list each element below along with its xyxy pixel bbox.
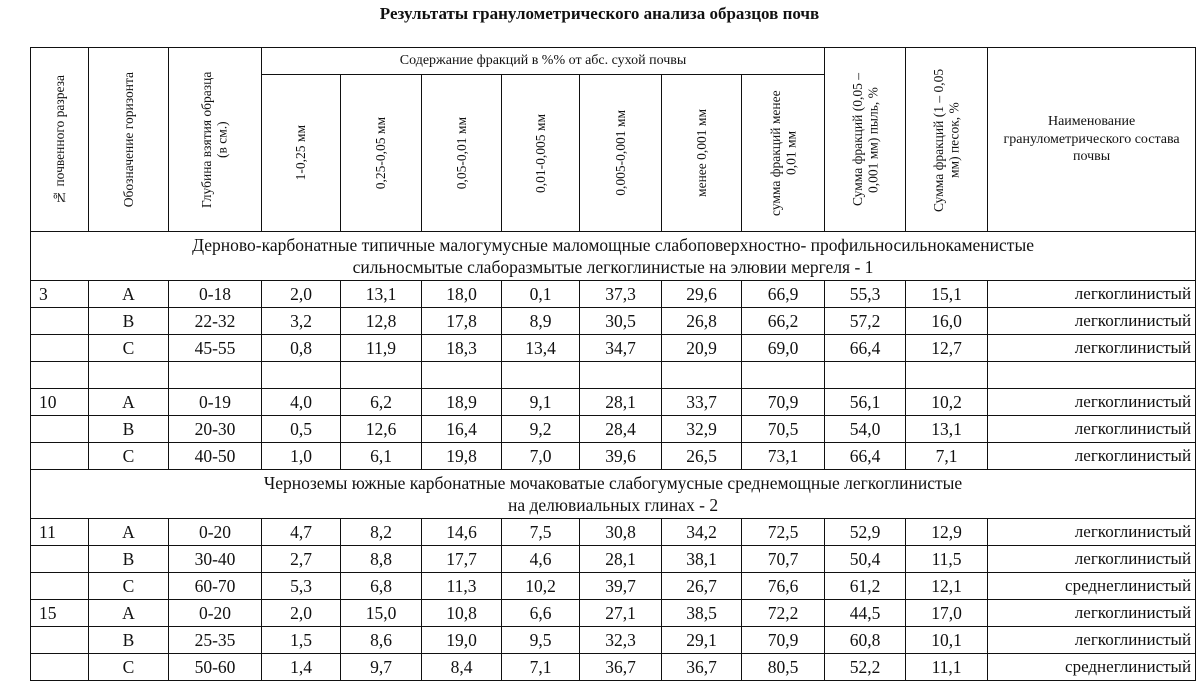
header-soil-name: Наименование гранулометрического состава почвы <box>988 48 1196 232</box>
header-horizon: Обозначение горизонта <box>89 48 169 232</box>
fraction-cell: 9,1 <box>502 389 580 416</box>
sand-sum-cell: 12,7 <box>906 335 988 362</box>
profile-number-cell <box>31 546 89 573</box>
sand-sum-cell: 13,1 <box>906 416 988 443</box>
horizon-cell: B <box>89 416 169 443</box>
soil-name-cell: легкоглинистый <box>988 281 1196 308</box>
soil-name-cell: легкоглинистый <box>988 627 1196 654</box>
soil-name-cell: среднеглинистый <box>988 573 1196 600</box>
fraction-cell: 9,7 <box>341 654 422 681</box>
fraction-cell: 72,2 <box>742 600 825 627</box>
fraction-cell: 19,0 <box>422 627 502 654</box>
fraction-cell: 18,3 <box>422 335 502 362</box>
empty-cell <box>662 362 742 389</box>
fraction-cell: 12,8 <box>341 308 422 335</box>
soil-name-cell: легкоглинистый <box>988 600 1196 627</box>
fraction-cell: 18,0 <box>422 281 502 308</box>
fraction-cell: 9,2 <box>502 416 580 443</box>
fraction-cell: 39,7 <box>580 573 662 600</box>
empty-cell <box>422 362 502 389</box>
fraction-cell: 32,3 <box>580 627 662 654</box>
sand-sum-cell: 15,1 <box>906 281 988 308</box>
header-sand-sum: Сумма фракций (1 – 0,05 мм) песок, % <box>906 48 988 232</box>
fraction-cell: 20,9 <box>662 335 742 362</box>
horizon-cell: A <box>89 519 169 546</box>
silt-sum-cell: 50,4 <box>825 546 906 573</box>
profile-number-cell: 15 <box>31 600 89 627</box>
fraction-cell: 29,1 <box>662 627 742 654</box>
table-row <box>31 573 1196 600</box>
soil-name-cell: легкоглинистый <box>988 335 1196 362</box>
fraction-cell: 0,1 <box>502 281 580 308</box>
fraction-cell: 28,1 <box>580 389 662 416</box>
fraction-cell: 15,0 <box>341 600 422 627</box>
header-fraction: сумма фракций менее 0,01 мм <box>742 75 825 232</box>
section-heading-line2: на делювиальных глинах - 2 <box>507 495 719 515</box>
section-heading-line2: сильносмытые слаборазмытые легкоглинистые на элювии мергеля - 1 <box>352 257 874 277</box>
fraction-cell: 16,4 <box>422 416 502 443</box>
fraction-cell: 6,8 <box>341 573 422 600</box>
horizon-cell: B <box>89 308 169 335</box>
depth-cell: 0-19 <box>169 389 262 416</box>
profile-number-cell <box>31 627 89 654</box>
header-silt-sum: Сумма фракций (0,05 – 0,001 мм) пыль, % <box>825 48 906 232</box>
fraction-cell: 1,5 <box>262 627 341 654</box>
fraction-cell: 7,5 <box>502 519 580 546</box>
fraction-cell: 6,1 <box>341 443 422 470</box>
section-heading-row <box>31 232 1196 281</box>
fraction-cell: 38,1 <box>662 546 742 573</box>
header-fraction: 0,25-0,05 мм <box>341 75 422 232</box>
fraction-cell: 10,8 <box>422 600 502 627</box>
fraction-cell: 73,1 <box>742 443 825 470</box>
fraction-cell: 1,4 <box>262 654 341 681</box>
silt-sum-cell: 60,8 <box>825 627 906 654</box>
soil-name-cell: легкоглинистый <box>988 416 1196 443</box>
soil-name-cell: легкоглинистый <box>988 389 1196 416</box>
section-heading-row <box>31 470 1196 519</box>
table-row <box>31 546 1196 573</box>
fraction-cell: 28,4 <box>580 416 662 443</box>
profile-number-cell <box>31 443 89 470</box>
header-fractions-group: Содержание фракций в %% от абс. сухой почвы <box>262 48 825 75</box>
depth-cell: 40-50 <box>169 443 262 470</box>
profile-number-cell: 11 <box>31 519 89 546</box>
silt-sum-cell: 61,2 <box>825 573 906 600</box>
fraction-cell: 11,3 <box>422 573 502 600</box>
empty-cell <box>262 362 341 389</box>
depth-cell: 30-40 <box>169 546 262 573</box>
horizon-cell: A <box>89 281 169 308</box>
fraction-cell: 4,0 <box>262 389 341 416</box>
silt-sum-cell: 52,2 <box>825 654 906 681</box>
sand-sum-cell: 12,1 <box>906 573 988 600</box>
profile-number-cell <box>31 573 89 600</box>
fraction-cell: 70,9 <box>742 389 825 416</box>
fraction-cell: 9,5 <box>502 627 580 654</box>
sand-sum-cell: 17,0 <box>906 600 988 627</box>
fraction-cell: 6,2 <box>341 389 422 416</box>
horizon-cell: B <box>89 546 169 573</box>
fraction-cell: 5,3 <box>262 573 341 600</box>
soil-name-cell: легкоглинистый <box>988 519 1196 546</box>
horizon-cell: C <box>89 443 169 470</box>
empty-cell <box>502 362 580 389</box>
profile-number-cell <box>31 654 89 681</box>
fraction-cell: 0,8 <box>262 335 341 362</box>
fraction-cell: 66,9 <box>742 281 825 308</box>
depth-cell: 20-30 <box>169 416 262 443</box>
fraction-cell: 37,3 <box>580 281 662 308</box>
fraction-cell: 6,6 <box>502 600 580 627</box>
table-row <box>31 519 1196 546</box>
silt-sum-cell: 57,2 <box>825 308 906 335</box>
empty-cell <box>906 362 988 389</box>
horizon-cell: C <box>89 573 169 600</box>
header-fraction: 0,005-0,001 мм <box>580 75 662 232</box>
table-row <box>31 416 1196 443</box>
fraction-cell: 12,6 <box>341 416 422 443</box>
sand-sum-cell: 16,0 <box>906 308 988 335</box>
sand-sum-cell: 11,5 <box>906 546 988 573</box>
depth-cell: 0-20 <box>169 600 262 627</box>
horizon-cell: C <box>89 654 169 681</box>
horizon-cell: C <box>89 335 169 362</box>
fraction-cell: 38,5 <box>662 600 742 627</box>
fraction-cell: 8,6 <box>341 627 422 654</box>
profile-number-cell <box>31 335 89 362</box>
empty-cell <box>341 362 422 389</box>
fraction-cell: 76,6 <box>742 573 825 600</box>
fraction-cell: 4,7 <box>262 519 341 546</box>
fraction-cell: 8,9 <box>502 308 580 335</box>
fraction-cell: 30,8 <box>580 519 662 546</box>
horizon-cell: A <box>89 389 169 416</box>
soil-name-cell: среднеглинистый <box>988 654 1196 681</box>
fraction-cell: 18,9 <box>422 389 502 416</box>
section-heading <box>31 232 1196 281</box>
fraction-cell: 36,7 <box>662 654 742 681</box>
empty-cell <box>89 362 169 389</box>
sand-sum-cell: 12,9 <box>906 519 988 546</box>
fraction-cell: 69,0 <box>742 335 825 362</box>
profile-number-cell <box>31 308 89 335</box>
table-row <box>31 308 1196 335</box>
fraction-cell: 2,0 <box>262 281 341 308</box>
sand-sum-cell: 10,2 <box>906 389 988 416</box>
fraction-cell: 19,8 <box>422 443 502 470</box>
fraction-cell: 33,7 <box>662 389 742 416</box>
section-heading-line1: Черноземы южные карбонатные мочаковатые слабогумусные среднемощные легкоглинистые <box>263 473 963 493</box>
depth-cell: 0-20 <box>169 519 262 546</box>
header-fraction: 1-0,25 мм <box>262 75 341 232</box>
empty-row <box>31 362 1196 389</box>
fraction-cell: 14,6 <box>422 519 502 546</box>
profile-number-cell <box>31 416 89 443</box>
header-fraction: 0,01-0,005 мм <box>502 75 580 232</box>
fraction-cell: 72,5 <box>742 519 825 546</box>
fraction-cell: 3,2 <box>262 308 341 335</box>
fraction-cell: 70,9 <box>742 627 825 654</box>
fraction-cell: 8,4 <box>422 654 502 681</box>
sand-sum-cell: 10,1 <box>906 627 988 654</box>
table-row <box>31 443 1196 470</box>
fraction-cell: 17,7 <box>422 546 502 573</box>
fraction-cell: 26,7 <box>662 573 742 600</box>
fraction-cell: 32,9 <box>662 416 742 443</box>
sand-sum-cell: 7,1 <box>906 443 988 470</box>
fraction-cell: 8,2 <box>341 519 422 546</box>
soil-name-cell: легкоглинистый <box>988 443 1196 470</box>
depth-cell: 60-70 <box>169 573 262 600</box>
page-title: Результаты гранулометрического анализа образцов почв <box>379 4 820 23</box>
empty-cell <box>31 362 89 389</box>
depth-cell: 25-35 <box>169 627 262 654</box>
fraction-cell: 2,7 <box>262 546 341 573</box>
depth-cell: 22-32 <box>169 308 262 335</box>
fraction-cell: 17,8 <box>422 308 502 335</box>
table-row <box>31 335 1196 362</box>
empty-cell <box>825 362 906 389</box>
fraction-cell: 11,9 <box>341 335 422 362</box>
header-depth: Глубина взятия образца (в см.) <box>169 48 262 232</box>
silt-sum-cell: 52,9 <box>825 519 906 546</box>
depth-cell: 50-60 <box>169 654 262 681</box>
table-row <box>31 600 1196 627</box>
fraction-cell: 4,6 <box>502 546 580 573</box>
fraction-cell: 10,2 <box>502 573 580 600</box>
profile-number-cell: 3 <box>31 281 89 308</box>
empty-cell <box>169 362 262 389</box>
silt-sum-cell: 66,4 <box>825 443 906 470</box>
profile-number-cell: 10 <box>31 389 89 416</box>
fraction-cell: 1,0 <box>262 443 341 470</box>
fraction-cell: 30,5 <box>580 308 662 335</box>
section-heading-line1: Дерново-карбонатные типичные малогумусные маломощные слабоповерхностно- профильносильнокаменистые <box>192 235 1034 255</box>
soil-name-cell: легкоглинистый <box>988 546 1196 573</box>
fraction-cell: 2,0 <box>262 600 341 627</box>
depth-cell: 0-18 <box>169 281 262 308</box>
table-row <box>31 654 1196 681</box>
sand-sum-cell: 11,1 <box>906 654 988 681</box>
silt-sum-cell: 56,1 <box>825 389 906 416</box>
soil-name-cell: легкоглинистый <box>988 308 1196 335</box>
fraction-cell: 39,6 <box>580 443 662 470</box>
fraction-cell: 70,5 <box>742 416 825 443</box>
table-row <box>31 281 1196 308</box>
depth-cell: 45-55 <box>169 335 262 362</box>
silt-sum-cell: 44,5 <box>825 600 906 627</box>
fraction-cell: 29,6 <box>662 281 742 308</box>
horizon-cell: B <box>89 627 169 654</box>
fraction-cell: 66,2 <box>742 308 825 335</box>
silt-sum-cell: 54,0 <box>825 416 906 443</box>
fraction-cell: 7,0 <box>502 443 580 470</box>
silt-sum-cell: 66,4 <box>825 335 906 362</box>
empty-cell <box>742 362 825 389</box>
horizon-cell: A <box>89 600 169 627</box>
fraction-cell: 70,7 <box>742 546 825 573</box>
fraction-cell: 36,7 <box>580 654 662 681</box>
fraction-cell: 80,5 <box>742 654 825 681</box>
fraction-cell: 0,5 <box>262 416 341 443</box>
fraction-cell: 13,4 <box>502 335 580 362</box>
empty-cell <box>580 362 662 389</box>
fraction-cell: 13,1 <box>341 281 422 308</box>
header-profile-no: № почвенного разреза <box>31 48 89 232</box>
fraction-cell: 8,8 <box>341 546 422 573</box>
fraction-cell: 34,7 <box>580 335 662 362</box>
fraction-cell: 28,1 <box>580 546 662 573</box>
fraction-cell: 26,5 <box>662 443 742 470</box>
silt-sum-cell: 55,3 <box>825 281 906 308</box>
table-row <box>31 389 1196 416</box>
fraction-cell: 27,1 <box>580 600 662 627</box>
granulometry-table <box>30 47 1196 681</box>
fraction-cell: 34,2 <box>662 519 742 546</box>
table-row <box>31 627 1196 654</box>
section-heading <box>31 470 1196 519</box>
fraction-cell: 26,8 <box>662 308 742 335</box>
header-fraction: 0,05-0,01 мм <box>422 75 502 232</box>
header-fraction: менее 0,001 мм <box>662 75 742 232</box>
fraction-cell: 7,1 <box>502 654 580 681</box>
empty-cell <box>988 362 1196 389</box>
